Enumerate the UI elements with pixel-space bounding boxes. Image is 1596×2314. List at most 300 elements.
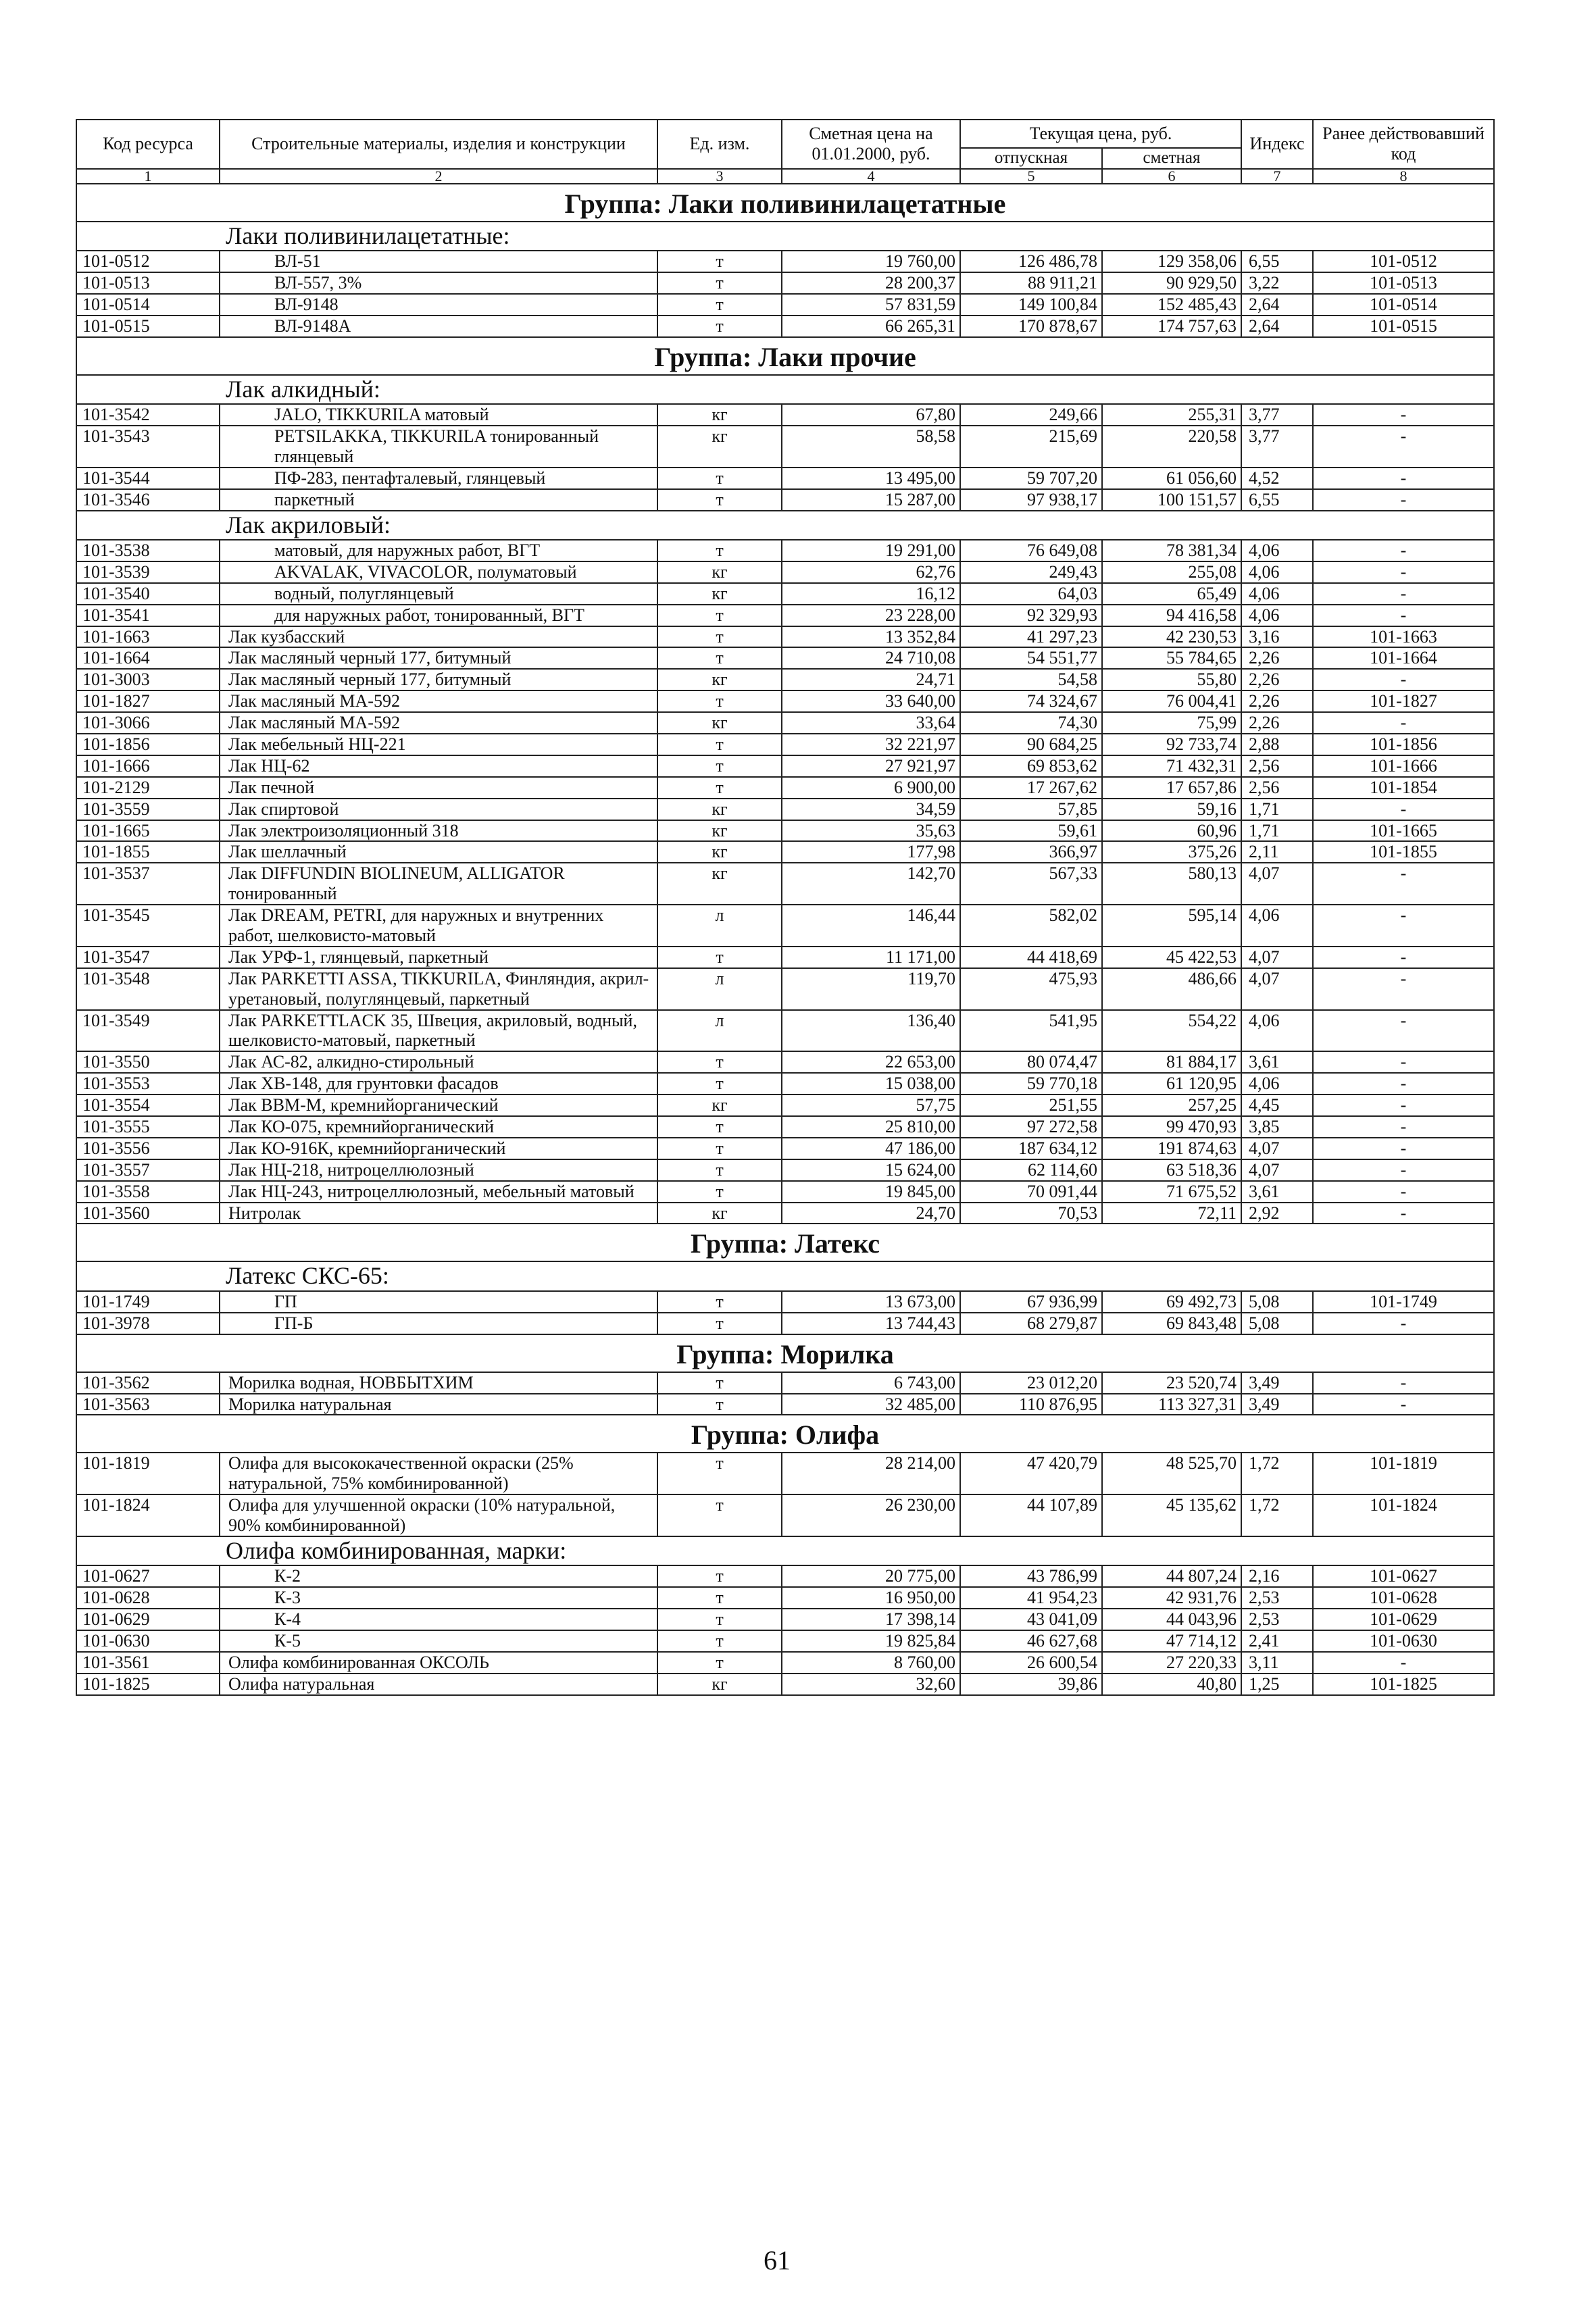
release-price: 74,30 — [960, 712, 1102, 734]
base-price: 13 495,00 — [782, 468, 960, 489]
material-name: Морилка натуральная — [220, 1394, 657, 1415]
resource-code: 101-0628 — [76, 1587, 220, 1609]
group-heading-row — [76, 1415, 1494, 1453]
price-index: 1,72 — [1241, 1453, 1313, 1494]
estimate-price: 48 525,70 — [1102, 1453, 1241, 1494]
base-price: 24 710,08 — [782, 647, 960, 669]
unit-cell: т — [657, 1181, 782, 1203]
table-row — [76, 316, 1494, 337]
resource-code: 101-1664 — [76, 647, 220, 669]
material-name: Лак масляный черный 177, битумный — [220, 647, 657, 669]
material-name: Олифа комбинированная ОКСОЛЬ — [220, 1652, 657, 1674]
previous-code: - — [1313, 1181, 1494, 1203]
release-price: 90 684,25 — [960, 734, 1102, 755]
material-name: Лак НЦ-218, нитроцеллюлозный — [220, 1159, 657, 1181]
material-name: К-3 — [220, 1587, 657, 1609]
base-price: 33,64 — [782, 712, 960, 734]
group-heading-row — [76, 1224, 1494, 1261]
release-price: 215,69 — [960, 426, 1102, 468]
estimate-price: 255,08 — [1102, 561, 1241, 583]
material-name: Лак ХВ-148, для грунтовки фасадов — [220, 1073, 657, 1095]
resource-code: 101-2129 — [76, 777, 220, 799]
resource-code: 101-3548 — [76, 968, 220, 1010]
resource-code: 101-1749 — [76, 1291, 220, 1313]
unit-cell: т — [657, 947, 782, 968]
previous-code: 101-1666 — [1313, 755, 1494, 777]
release-price: 187 634,12 — [960, 1138, 1102, 1159]
table-row — [76, 1674, 1494, 1695]
release-price: 47 420,79 — [960, 1453, 1102, 1494]
unit-cell: т — [657, 294, 782, 316]
resource-code: 101-3560 — [76, 1203, 220, 1224]
previous-code: - — [1313, 489, 1494, 511]
resource-code: 101-3553 — [76, 1073, 220, 1095]
price-index: 2,16 — [1241, 1565, 1313, 1587]
resource-code: 101-1819 — [76, 1453, 220, 1494]
estimate-price: 152 485,43 — [1102, 294, 1241, 316]
base-price: 62,76 — [782, 561, 960, 583]
table-row — [76, 468, 1494, 489]
unit-cell: т — [657, 777, 782, 799]
price-index: 4,07 — [1241, 947, 1313, 968]
resource-code: 101-3546 — [76, 489, 220, 511]
resource-code: 101-3545 — [76, 905, 220, 947]
base-price: 28 214,00 — [782, 1453, 960, 1494]
previous-code: - — [1313, 468, 1494, 489]
price-index: 1,71 — [1241, 820, 1313, 842]
unit-cell: т — [657, 647, 782, 669]
material-name: ВЛ-9148А — [220, 316, 657, 337]
price-index: 2,92 — [1241, 1203, 1313, 1224]
base-price: 25 810,00 — [782, 1116, 960, 1138]
material-name: ГП — [220, 1291, 657, 1313]
previous-code: 101-1664 — [1313, 647, 1494, 669]
base-price: 26 230,00 — [782, 1494, 960, 1536]
resource-code: 101-3543 — [76, 426, 220, 468]
release-price: 97 938,17 — [960, 489, 1102, 511]
estimate-price: 60,96 — [1102, 820, 1241, 842]
price-index: 2,26 — [1241, 647, 1313, 669]
release-price: 46 627,68 — [960, 1630, 1102, 1652]
release-price: 26 600,54 — [960, 1652, 1102, 1674]
material-name: матовый, для наружных работ, ВГТ — [220, 540, 657, 561]
header-base-price: Сметная цена на 01.01.2000, руб. — [782, 120, 960, 169]
price-index: 4,06 — [1241, 1010, 1313, 1052]
resource-code: 101-3066 — [76, 712, 220, 734]
resource-code: 101-3562 — [76, 1372, 220, 1394]
unit-cell: т — [657, 1159, 782, 1181]
base-price: 13 352,84 — [782, 626, 960, 648]
table-row — [76, 1630, 1494, 1652]
subgroup-heading: Латекс СКС-65: — [76, 1261, 1494, 1290]
base-price: 20 775,00 — [782, 1565, 960, 1587]
release-price: 44 107,89 — [960, 1494, 1102, 1536]
previous-code: 101-0515 — [1313, 316, 1494, 337]
material-name: ВЛ-9148 — [220, 294, 657, 316]
material-name: Лак НЦ-243, нитроцеллюлозный, мебельный матовый — [220, 1181, 657, 1203]
release-price: 41 954,23 — [960, 1587, 1102, 1609]
previous-code: - — [1313, 1051, 1494, 1073]
price-index: 4,06 — [1241, 540, 1313, 561]
estimate-price: 27 220,33 — [1102, 1652, 1241, 1674]
release-price: 97 272,58 — [960, 1116, 1102, 1138]
estimate-price: 55 784,65 — [1102, 647, 1241, 669]
table-row — [76, 863, 1494, 905]
price-index: 4,07 — [1241, 1159, 1313, 1181]
previous-code: 101-0630 — [1313, 1630, 1494, 1652]
previous-code: 101-0629 — [1313, 1609, 1494, 1630]
price-table-sheet — [76, 119, 1493, 1696]
material-name: Лак масляный МА-592 — [220, 712, 657, 734]
estimate-price: 72,11 — [1102, 1203, 1241, 1224]
previous-code: 101-1824 — [1313, 1494, 1494, 1536]
price-index: 2,88 — [1241, 734, 1313, 755]
table-row — [76, 294, 1494, 316]
estimate-price: 81 884,17 — [1102, 1051, 1241, 1073]
release-price: 541,95 — [960, 1010, 1102, 1052]
price-index: 2,26 — [1241, 712, 1313, 734]
resource-code: 101-3555 — [76, 1116, 220, 1138]
table-row — [76, 1494, 1494, 1536]
base-price: 11 171,00 — [782, 947, 960, 968]
estimate-price: 71 432,31 — [1102, 755, 1241, 777]
table-row — [76, 734, 1494, 755]
price-index: 4,07 — [1241, 968, 1313, 1010]
previous-code: - — [1313, 1010, 1494, 1052]
resource-code: 101-0627 — [76, 1565, 220, 1587]
release-price: 170 878,67 — [960, 316, 1102, 337]
material-name: водный, полуглянцевый — [220, 583, 657, 605]
resource-code: 101-0629 — [76, 1609, 220, 1630]
release-price: 582,02 — [960, 905, 1102, 947]
material-name: ВЛ-557, 3% — [220, 272, 657, 294]
unit-cell: т — [657, 1565, 782, 1587]
table-row — [76, 820, 1494, 842]
estimate-price: 17 657,86 — [1102, 777, 1241, 799]
price-index: 3,49 — [1241, 1372, 1313, 1394]
price-index: 3,85 — [1241, 1116, 1313, 1138]
unit-cell: т — [657, 1609, 782, 1630]
estimate-price: 257,25 — [1102, 1095, 1241, 1116]
base-price: 35,63 — [782, 820, 960, 842]
price-index: 4,06 — [1241, 905, 1313, 947]
material-name: Лак электроизоляционный 318 — [220, 820, 657, 842]
material-name: Лак АС-82, алкидно-стирольный — [220, 1051, 657, 1073]
release-price: 23 012,20 — [960, 1372, 1102, 1394]
table-row — [76, 1609, 1494, 1630]
group-heading: Группа: Лаки прочие — [76, 337, 1494, 375]
previous-code: - — [1313, 1073, 1494, 1095]
previous-code: - — [1313, 905, 1494, 947]
table-row — [76, 1565, 1494, 1587]
estimate-price: 486,66 — [1102, 968, 1241, 1010]
unit-cell: кг — [657, 404, 782, 426]
table-row — [76, 272, 1494, 294]
table-row — [76, 561, 1494, 583]
price-index: 1,25 — [1241, 1674, 1313, 1695]
material-name: Лак PARKETTI ASSA, TIKKURILA, Финляндия, акрил-уретановый, полуглянцевый, паркетный — [220, 968, 657, 1010]
estimate-price: 42 931,76 — [1102, 1587, 1241, 1609]
material-name: Лак КО-075, кремнийорганический — [220, 1116, 657, 1138]
release-price: 76 649,08 — [960, 540, 1102, 561]
release-price: 251,55 — [960, 1095, 1102, 1116]
price-index: 4,07 — [1241, 863, 1313, 905]
previous-code: - — [1313, 426, 1494, 468]
previous-code: - — [1313, 583, 1494, 605]
column-number: 8 — [1313, 169, 1494, 184]
base-price: 15 038,00 — [782, 1073, 960, 1095]
price-index: 3,49 — [1241, 1394, 1313, 1415]
unit-cell: т — [657, 1453, 782, 1494]
previous-code: - — [1313, 863, 1494, 905]
table-row — [76, 1073, 1494, 1095]
resource-code: 101-3539 — [76, 561, 220, 583]
unit-cell: т — [657, 1291, 782, 1313]
estimate-price: 47 714,12 — [1102, 1630, 1241, 1652]
previous-code: - — [1313, 968, 1494, 1010]
resource-code: 101-3550 — [76, 1051, 220, 1073]
unit-cell: т — [657, 1587, 782, 1609]
subgroup-heading-row — [76, 1536, 1494, 1565]
release-price: 69 853,62 — [960, 755, 1102, 777]
material-name: Олифа для высококачественной окраски (25% натуральной, 75% комбинированной) — [220, 1453, 657, 1494]
estimate-price: 191 874,63 — [1102, 1138, 1241, 1159]
estimate-price: 69 843,48 — [1102, 1313, 1241, 1334]
material-name: Лак масляный МА-592 — [220, 690, 657, 712]
base-price: 13 744,43 — [782, 1313, 960, 1334]
price-index: 3,16 — [1241, 626, 1313, 648]
resource-code: 101-0514 — [76, 294, 220, 316]
unit-cell: кг — [657, 1203, 782, 1224]
release-price: 567,33 — [960, 863, 1102, 905]
price-index: 3,77 — [1241, 426, 1313, 468]
previous-code: - — [1313, 799, 1494, 820]
unit-cell: т — [657, 1116, 782, 1138]
unit-cell: т — [657, 1073, 782, 1095]
previous-code: 101-0628 — [1313, 1587, 1494, 1609]
table-row — [76, 1453, 1494, 1494]
base-price: 27 921,97 — [782, 755, 960, 777]
unit-cell: т — [657, 272, 782, 294]
table-row — [76, 1372, 1494, 1394]
material-name: К-5 — [220, 1630, 657, 1652]
unit-cell: т — [657, 626, 782, 648]
release-price: 74 324,67 — [960, 690, 1102, 712]
release-price: 149 100,84 — [960, 294, 1102, 316]
header-release-price: отпускная — [960, 148, 1102, 169]
price-index: 5,08 — [1241, 1291, 1313, 1313]
estimate-price: 44 043,96 — [1102, 1609, 1241, 1630]
material-name: Лак мебельный НЦ-221 — [220, 734, 657, 755]
price-index: 3,22 — [1241, 272, 1313, 294]
resource-code: 101-3549 — [76, 1010, 220, 1052]
price-index: 5,08 — [1241, 1313, 1313, 1334]
resource-code: 101-3556 — [76, 1138, 220, 1159]
price-index: 4,45 — [1241, 1095, 1313, 1116]
table-row — [76, 755, 1494, 777]
material-name: Лак шеллачный — [220, 841, 657, 863]
resource-code: 101-3538 — [76, 540, 220, 561]
table-row — [76, 404, 1494, 426]
unit-cell: т — [657, 1652, 782, 1674]
previous-code: - — [1313, 1159, 1494, 1181]
subgroup-heading-row — [76, 222, 1494, 251]
table-row — [76, 1010, 1494, 1052]
estimate-price: 220,58 — [1102, 426, 1241, 468]
previous-code: - — [1313, 669, 1494, 690]
price-index: 2,11 — [1241, 841, 1313, 863]
release-price: 475,93 — [960, 968, 1102, 1010]
material-name: Морилка водная, НОВБЫТХИМ — [220, 1372, 657, 1394]
price-index: 2,26 — [1241, 690, 1313, 712]
base-price: 177,98 — [782, 841, 960, 863]
table-row — [76, 690, 1494, 712]
previous-code: 101-1819 — [1313, 1453, 1494, 1494]
release-price: 64,03 — [960, 583, 1102, 605]
price-index: 2,64 — [1241, 294, 1313, 316]
resource-code: 101-0512 — [76, 251, 220, 272]
estimate-price: 129 358,06 — [1102, 251, 1241, 272]
resource-code: 101-1855 — [76, 841, 220, 863]
header-index: Индекс — [1241, 120, 1313, 169]
base-price: 146,44 — [782, 905, 960, 947]
material-name: Лак масляный черный 177, битумный — [220, 669, 657, 690]
estimate-price: 61 056,60 — [1102, 468, 1241, 489]
material-name: Лак спиртовой — [220, 799, 657, 820]
resource-code: 101-3558 — [76, 1181, 220, 1203]
release-price: 44 418,69 — [960, 947, 1102, 968]
release-price: 43 786,99 — [960, 1565, 1102, 1587]
resource-code: 101-3547 — [76, 947, 220, 968]
material-name: К-2 — [220, 1565, 657, 1587]
price-index: 2,41 — [1241, 1630, 1313, 1652]
material-name: Лак кузбасский — [220, 626, 657, 648]
previous-code: - — [1313, 1652, 1494, 1674]
previous-code: - — [1313, 1313, 1494, 1334]
material-name: Олифа натуральная — [220, 1674, 657, 1695]
unit-cell: л — [657, 1010, 782, 1052]
previous-code: - — [1313, 540, 1494, 561]
estimate-price: 100 151,57 — [1102, 489, 1241, 511]
price-index: 4,06 — [1241, 561, 1313, 583]
unit-cell: т — [657, 690, 782, 712]
column-number: 2 — [220, 169, 657, 184]
resource-code: 101-0515 — [76, 316, 220, 337]
unit-cell: т — [657, 605, 782, 626]
table-row — [76, 1291, 1494, 1313]
table-row — [76, 968, 1494, 1010]
material-name: PETSILAKKA, TIKKURILA тонированный глянцевый — [220, 426, 657, 468]
material-name: JALO, TIKKURILA матовый — [220, 404, 657, 426]
base-price: 6 900,00 — [782, 777, 960, 799]
material-name: К-4 — [220, 1609, 657, 1630]
group-heading-row — [76, 1334, 1494, 1372]
previous-code: 101-1665 — [1313, 820, 1494, 842]
table-row — [76, 426, 1494, 468]
release-price: 41 297,23 — [960, 626, 1102, 648]
resource-code: 101-1825 — [76, 1674, 220, 1695]
unit-cell: кг — [657, 426, 782, 468]
unit-cell: т — [657, 316, 782, 337]
table-row — [76, 1051, 1494, 1073]
base-price: 15 624,00 — [782, 1159, 960, 1181]
group-heading: Группа: Латекс — [76, 1224, 1494, 1261]
base-price: 16,12 — [782, 583, 960, 605]
group-heading: Группа: Морилка — [76, 1334, 1494, 1372]
release-price: 110 876,95 — [960, 1394, 1102, 1415]
base-price: 13 673,00 — [782, 1291, 960, 1313]
base-price: 33 640,00 — [782, 690, 960, 712]
table-row — [76, 251, 1494, 272]
resource-code: 101-3544 — [76, 468, 220, 489]
previous-code: 101-1825 — [1313, 1674, 1494, 1695]
base-price: 47 186,00 — [782, 1138, 960, 1159]
resource-code: 101-1666 — [76, 755, 220, 777]
header-unit: Ед. изм. — [657, 120, 782, 169]
material-name: ГП-Б — [220, 1313, 657, 1334]
material-name: Лак УРФ-1, глянцевый, паркетный — [220, 947, 657, 968]
previous-code: - — [1313, 1095, 1494, 1116]
unit-cell: кг — [657, 799, 782, 820]
unit-cell: т — [657, 1372, 782, 1394]
unit-cell: л — [657, 905, 782, 947]
release-price: 54 551,77 — [960, 647, 1102, 669]
group-heading: Группа: Лаки поливинилацетатные — [76, 184, 1494, 222]
group-heading: Группа: Олифа — [76, 1415, 1494, 1453]
unit-cell: кг — [657, 1674, 782, 1695]
table-row — [76, 799, 1494, 820]
base-price: 24,70 — [782, 1203, 960, 1224]
material-name: Лак КО-916К, кремнийорганический — [220, 1138, 657, 1159]
header-estimate-price: сметная — [1102, 148, 1241, 169]
price-table — [76, 119, 1495, 1696]
previous-code: - — [1313, 404, 1494, 426]
material-name: Лак ВВМ-М, кремнийорганический — [220, 1095, 657, 1116]
previous-code: 101-1856 — [1313, 734, 1494, 755]
resource-code: 101-1856 — [76, 734, 220, 755]
column-number: 4 — [782, 169, 960, 184]
header-current-price: Текущая цена, руб. — [960, 120, 1241, 148]
table-row — [76, 841, 1494, 863]
price-index: 1,71 — [1241, 799, 1313, 820]
unit-cell: кг — [657, 863, 782, 905]
material-name: Лак НЦ-62 — [220, 755, 657, 777]
price-index: 6,55 — [1241, 489, 1313, 511]
table-row — [76, 1652, 1494, 1674]
price-index: 4,52 — [1241, 468, 1313, 489]
base-price: 15 287,00 — [782, 489, 960, 511]
release-price: 68 279,87 — [960, 1313, 1102, 1334]
base-price: 57 831,59 — [782, 294, 960, 316]
estimate-price: 174 757,63 — [1102, 316, 1241, 337]
price-index: 2,56 — [1241, 777, 1313, 799]
unit-cell: кг — [657, 841, 782, 863]
previous-code: - — [1313, 712, 1494, 734]
base-price: 32 485,00 — [782, 1394, 960, 1415]
table-row — [76, 1587, 1494, 1609]
unit-cell: т — [657, 489, 782, 511]
table-row — [76, 1116, 1494, 1138]
estimate-price: 75,99 — [1102, 712, 1241, 734]
material-name: AKVALAK, VIVACOLOR, полуматовый — [220, 561, 657, 583]
previous-code: 101-0512 — [1313, 251, 1494, 272]
price-index: 2,64 — [1241, 316, 1313, 337]
release-price: 70,53 — [960, 1203, 1102, 1224]
table-row — [76, 712, 1494, 734]
release-price: 249,66 — [960, 404, 1102, 426]
release-price: 17 267,62 — [960, 777, 1102, 799]
base-price: 58,58 — [782, 426, 960, 468]
